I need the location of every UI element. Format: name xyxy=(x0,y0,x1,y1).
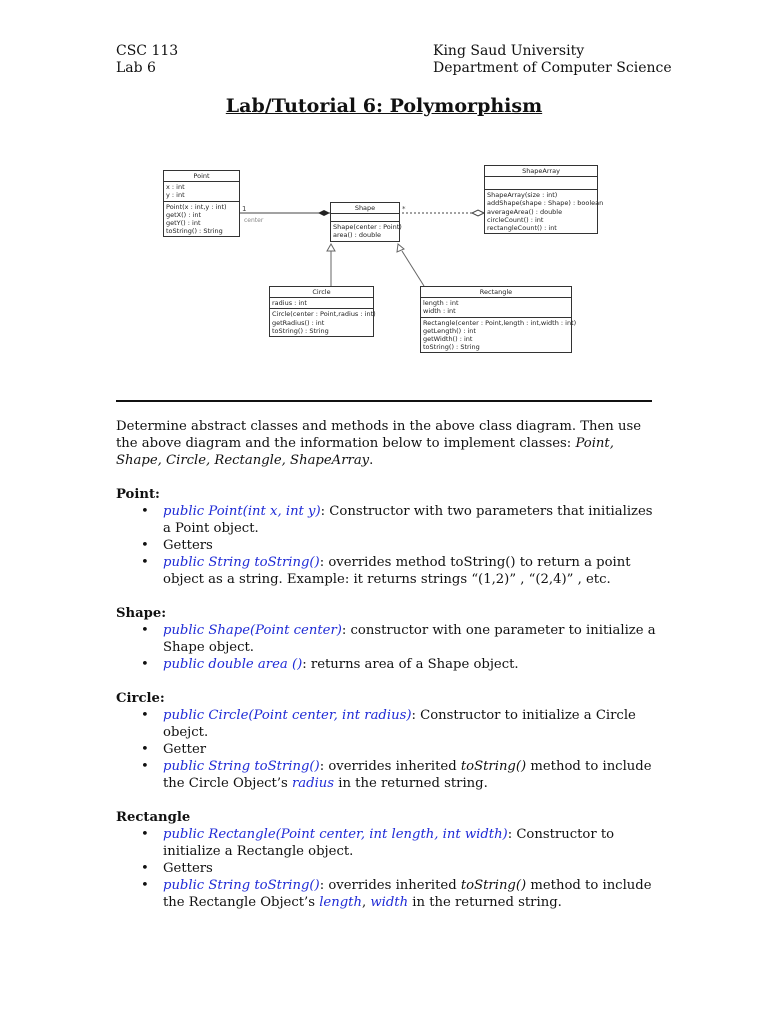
operation: circleCount() : int xyxy=(487,215,544,224)
section-divider xyxy=(116,400,652,402)
operation: rectangleCount() : int xyxy=(487,224,557,233)
operation: toString() : String xyxy=(166,227,223,236)
method-reference: toString() xyxy=(460,878,527,893)
list-item: • Getters xyxy=(163,860,656,877)
university-name: King Saud University xyxy=(433,43,585,59)
list-item xyxy=(163,622,656,656)
operations xyxy=(485,190,604,233)
attribute: x : int xyxy=(166,183,185,192)
multiplicity-one: 1 xyxy=(242,205,247,213)
list-item xyxy=(163,758,656,792)
rectangle-inheritance-line xyxy=(402,251,424,286)
method-signature: public Point(int x, int y) xyxy=(163,504,321,519)
operation: ShapeArray(size : int) xyxy=(487,191,558,200)
list-item xyxy=(163,656,656,673)
description: : returns area of a Shape object. xyxy=(302,657,519,672)
intro-paragraph xyxy=(116,418,656,469)
page-title: Lab/Tutorial 6: Polymorphism xyxy=(225,95,543,117)
attribute: length : int xyxy=(423,299,459,308)
class-diagram-connectors xyxy=(0,0,768,400)
description: : Constructor with two parameters that initializes a Point object. xyxy=(163,504,653,536)
attributes xyxy=(164,182,239,201)
section-heading-point: Point: xyxy=(116,487,160,502)
rectangle-requirements xyxy=(116,826,656,911)
description: : overrides inherited xyxy=(319,878,461,893)
attribute: width : int xyxy=(423,307,456,316)
section-heading-shape: Shape: xyxy=(116,606,167,621)
list-item xyxy=(163,826,656,860)
course-code: CSC 113 xyxy=(116,43,179,59)
intro-text: Determine abstract classes and methods in the above class diagram. Then use the above diagram and the information below to implement classes: xyxy=(116,419,642,451)
uml-class-shapearray xyxy=(484,165,604,234)
class-name: Shape xyxy=(331,203,399,214)
list-item xyxy=(163,877,656,911)
description: : overrides inherited xyxy=(319,759,461,774)
circle-inheritance-arrow xyxy=(327,244,335,251)
operation: getLength() : int xyxy=(423,326,476,335)
operation: area() : double xyxy=(333,231,382,240)
point-requirements xyxy=(116,503,656,588)
operation: getY() : int xyxy=(166,219,201,228)
description: method to include the Rectangle Object’s xyxy=(163,878,652,910)
uml-class-rectangle xyxy=(420,286,577,353)
method-signature: public String toString() xyxy=(163,878,320,893)
shape-requirements xyxy=(116,622,656,673)
operation: Shape(center : Point) xyxy=(333,223,402,232)
operation: getRadius() : int xyxy=(272,318,325,327)
list-item xyxy=(163,554,656,588)
operation: Point(x : int,y : int) xyxy=(166,202,227,211)
operation: getX() : int xyxy=(166,210,201,219)
operation: addShape(shape : Shape) : boolean xyxy=(487,199,604,208)
class-name: Circle xyxy=(270,287,373,298)
class-name: Point xyxy=(164,171,239,182)
operations xyxy=(421,318,577,353)
list-item: • Getter xyxy=(163,741,656,758)
document-body xyxy=(116,418,656,911)
attribute: radius : int xyxy=(272,299,307,308)
class-name: ShapeArray xyxy=(485,166,597,177)
uml-class-shape xyxy=(330,202,400,242)
rectangle-inheritance-arrow xyxy=(397,244,404,252)
class-name: Rectangle xyxy=(421,287,571,298)
attributes xyxy=(270,298,373,309)
lab-number: Lab 6 xyxy=(116,60,156,76)
field-reference: radius xyxy=(291,776,335,791)
section-heading-rectangle: Rectangle xyxy=(116,810,191,825)
aggregation-diamond xyxy=(472,210,484,216)
list-item xyxy=(163,503,656,537)
operation: getWidth() : int xyxy=(423,335,473,344)
method-signature: public String toString() xyxy=(163,555,320,570)
operations xyxy=(331,222,402,240)
description: method to include the Circle Object’s xyxy=(163,759,652,791)
operations xyxy=(164,202,239,237)
operation: toString() : String xyxy=(423,343,480,352)
description: in the returned string. xyxy=(408,895,562,910)
attributes xyxy=(331,214,399,222)
operation: Circle(center : Point,radius : int) xyxy=(272,310,376,319)
role-center: center xyxy=(244,217,264,224)
description: : overrides method toString() to return a point object as a string. Example: it returns strings “(1,2)” , “(2,4)” , etc. xyxy=(163,555,631,587)
separator: , xyxy=(361,895,371,910)
method-signature: public Shape(Point center) xyxy=(163,623,342,638)
field-reference: width xyxy=(370,895,409,910)
list-item: • Getters xyxy=(163,537,656,554)
operations xyxy=(270,309,376,336)
attributes xyxy=(485,177,597,190)
attribute: y : int xyxy=(166,191,185,200)
description: in the returned string. xyxy=(334,776,488,791)
operation: toString() : String xyxy=(272,326,329,335)
list-item xyxy=(163,707,656,741)
department-name: Department of Computer Science xyxy=(433,60,672,76)
method-signature: public String toString() xyxy=(163,759,320,774)
intro-end: . xyxy=(369,453,374,468)
method-signature: public Circle(Point center, int radius) xyxy=(163,708,412,723)
method-signature: public double area () xyxy=(163,657,303,672)
uml-class-point xyxy=(163,170,240,237)
description: : constructor with one parameter to initialize a Shape object. xyxy=(163,623,656,655)
description: : Constructor to initialize a Rectangle object. xyxy=(163,827,615,859)
uml-class-circle xyxy=(269,286,374,337)
method-reference: toString() xyxy=(460,759,527,774)
multiplicity-many: * xyxy=(402,205,406,213)
attributes xyxy=(421,298,571,317)
intro-class-list: Point, Shape, Circle, Rectangle, ShapeArray xyxy=(116,436,614,468)
description: : Constructor to initialize a Circle obejct. xyxy=(163,708,636,740)
composition-diamond xyxy=(318,210,330,216)
circle-requirements xyxy=(116,707,656,792)
section-heading-circle: Circle: xyxy=(116,691,165,706)
method-signature: public Rectangle(Point center, int length, int width) xyxy=(163,827,508,842)
operation: Rectangle(center : Point,length : int,width : int) xyxy=(423,318,577,327)
field-reference: length xyxy=(319,895,362,910)
operation: averageArea() : double xyxy=(487,207,563,216)
